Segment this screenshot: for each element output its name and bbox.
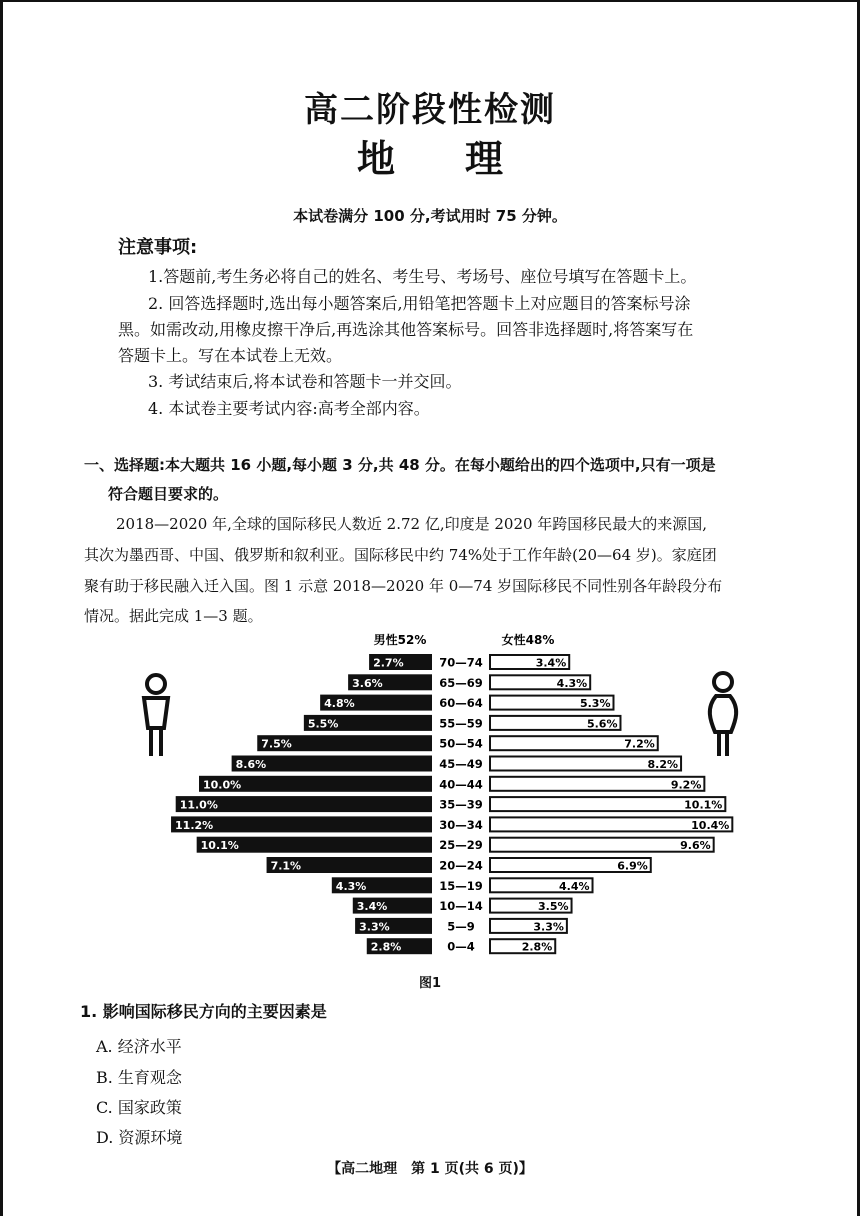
female-figure-icon: [710, 673, 736, 756]
male-value-label-20—24: 7.1%: [270, 859, 302, 873]
notice-heading: 注意事项:: [118, 237, 198, 258]
age-group-label: 55—59: [439, 716, 483, 731]
female-value-label-20—24: 6.9%: [617, 859, 648, 873]
male-value-label-45—49: 8.6%: [235, 758, 267, 771]
male-value-label-70—74: 2.7%: [373, 656, 404, 670]
age-group-label: 45—49: [439, 757, 483, 771]
male-value-label-10—14: 3.4%: [356, 900, 388, 914]
female-legend-label: 女性48%: [501, 633, 555, 647]
option-c: C. 国家政策: [96, 1098, 182, 1117]
male-value-label-5—9: 3.3%: [359, 920, 390, 934]
intro-para-line-4: 情况。据此完成 1—3 题。: [84, 607, 263, 625]
age-group-label: 15—19: [439, 878, 483, 893]
population-pyramid-chart: [0, 628, 860, 968]
page-border-top: [0, 0, 860, 2]
male-value-label-60—64: 4.8%: [324, 697, 355, 711]
female-value-label-0—4: 2.8%: [521, 940, 553, 954]
exam-title: 高二阶段性检测: [304, 90, 556, 130]
female-value-label-25—29: 9.6%: [680, 839, 711, 853]
option-a: A. 经济水平: [96, 1037, 182, 1056]
notice-item-2-line-1: 2. 回答选择题时,选出每小题答案后,用铅笔把答题卡上对应题目的答案标号涂: [148, 294, 691, 313]
option-d: D. 资源环境: [96, 1128, 183, 1147]
age-group-label: 10—14: [439, 899, 483, 914]
male-value-label-0—4: 2.8%: [370, 940, 402, 954]
question-1-stem: 1. 影响国际移民方向的主要因素是: [80, 1002, 327, 1021]
female-value-label-70—74: 3.4%: [535, 656, 567, 670]
age-group-label: 30—34: [439, 817, 483, 832]
female-value-label-55—59: 5.6%: [586, 717, 618, 731]
notice-item-2-line-2: 黑。如需改动,用橡皮擦干净后,再选涂其他答案标号。回答非选择题时,将答案写在: [118, 320, 694, 339]
notice-item-4: 4. 本试卷主要考试内容:高考全部内容。: [148, 399, 430, 418]
female-value-label-45—49: 8.2%: [647, 758, 679, 771]
age-group-label: 50—54: [439, 736, 483, 751]
age-group-label: 0—4: [447, 939, 475, 954]
female-value-label-35—39: 10.1%: [684, 798, 723, 812]
section-heading-line-1: 一、选择题:本大题共 16 小题,每小题 3 分,共 48 分。在每小题给出的四个选项中,只有一项是: [84, 456, 716, 474]
age-group-label: 70—74: [439, 655, 483, 670]
section-heading-line-2: 符合题目要求的。: [108, 485, 229, 503]
age-group-label: 65—69: [439, 675, 483, 690]
figure-caption: 图1: [418, 976, 442, 991]
intro-para-line-2: 其次为墨西哥、中国、俄罗斯和叙利亚。国际移民中约 74%处于工作年龄(20—64 岁)。家庭团: [84, 546, 717, 564]
female-value-label-65—69: 4.3%: [556, 676, 588, 690]
age-group-label: 40—44: [439, 777, 483, 792]
female-value-label-60—64: 5.3%: [579, 697, 611, 711]
page-footer: 【高二地理 第 1 页(共 6 页)】: [327, 1161, 533, 1177]
male-value-label-25—29: 10.1%: [200, 839, 239, 853]
male-legend-label: 男性52%: [373, 633, 427, 647]
female-value-label-50—54: 7.2%: [624, 737, 655, 751]
age-group-label: 25—29: [439, 838, 483, 853]
notice-item-1: 1.答题前,考生务必将自己的姓名、考生号、考场号、座位号填写在答题卡上。: [148, 267, 697, 286]
male-value-label-15—19: 4.3%: [335, 879, 367, 893]
female-value-label-30—34: 10.4%: [691, 818, 730, 832]
male-value-label-40—44: 10.0%: [203, 778, 242, 792]
age-group-label: 35—39: [439, 797, 483, 812]
male-value-label-30—34: 11.2%: [175, 818, 214, 832]
female-value-label-10—14: 3.5%: [538, 900, 569, 914]
female-value-label-15—19: 4.4%: [559, 879, 590, 893]
intro-para-line-3: 聚有助于移民融入迁入国。图 1 示意 2018—2020 年 0—74 岁国际移民不同性别各年龄段分布: [84, 577, 723, 595]
notice-item-2-line-3: 答题卡上。写在本试卷上无效。: [118, 346, 343, 365]
age-group-label: 20—24: [439, 858, 483, 873]
exam-subtitle: 本试卷满分 100 分,考试用时 75 分钟。: [293, 207, 567, 225]
female-value-label-5—9: 3.3%: [533, 920, 564, 934]
subject-title: 地理: [356, 137, 573, 181]
intro-para-line-1: 2018—2020 年,全球的国际移民人数近 2.72 亿,印度是 2020 年跨国移民最大的来源国,: [116, 515, 708, 533]
age-group-label: 5—9: [447, 919, 475, 934]
male-value-label-35—39: 11.0%: [179, 798, 218, 812]
notice-item-3: 3. 考试结束后,将本试卷和答题卡一并交回。: [148, 372, 462, 391]
male-figure-icon: [144, 675, 168, 756]
age-group-label: 60—64: [439, 696, 483, 711]
male-value-label-55—59: 5.5%: [307, 717, 339, 731]
male-value-label-50—54: 7.5%: [261, 737, 292, 751]
female-value-label-40—44: 9.2%: [670, 778, 702, 792]
male-value-label-65—69: 3.6%: [352, 676, 383, 690]
option-b: B. 生育观念: [96, 1068, 182, 1087]
